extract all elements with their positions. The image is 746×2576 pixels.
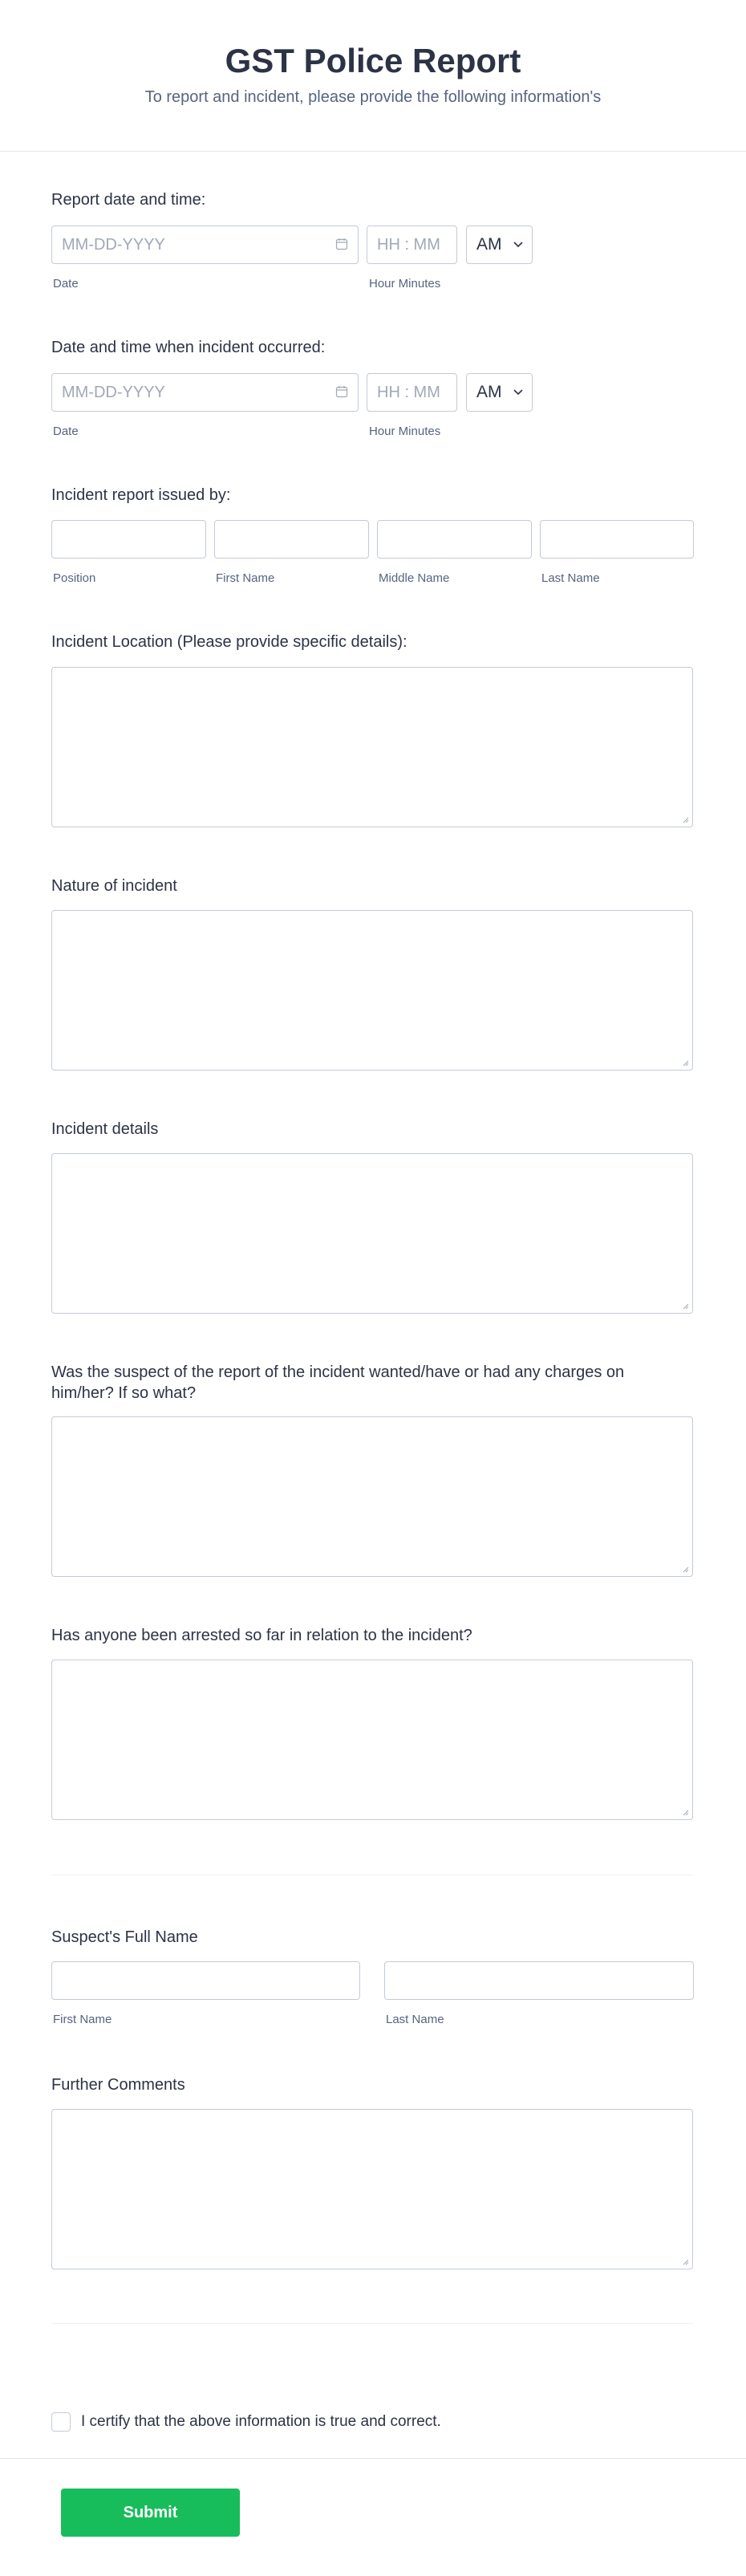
issued-by-first-name-input[interactable] [214,520,369,559]
first-name-sublabel: First Name [216,571,275,585]
details-label: Incident details [51,1120,159,1138]
incident-time-sublabel: Hour Minutes [369,425,441,438]
report-date-input[interactable] [51,226,359,264]
issued-by-middle-name-input[interactable] [377,520,532,559]
incident-ampm-select[interactable] [466,373,533,412]
nature-label: Nature of incident [51,877,177,895]
resize-grip-icon[interactable] [683,1303,689,1310]
comments-label: Further Comments [51,2076,185,2094]
chevron-down-icon [513,242,523,248]
resize-grip-icon[interactable] [683,1566,689,1573]
report-date-sublabel: Date [53,277,79,291]
last-name-sublabel: Last Name [541,571,600,585]
incident-ampm-value: AM [476,383,502,401]
incident-time-input[interactable] [367,373,457,412]
suspect-last-name-input[interactable] [384,1961,694,2000]
report-ampm-value: AM [476,235,502,254]
calendar-icon[interactable] [335,238,348,250]
comments-textarea[interactable] [51,2109,693,2269]
resize-grip-icon[interactable] [683,2259,689,2265]
calendar-icon[interactable] [335,385,348,398]
suspect-first-name-sublabel: First Name [53,2013,112,2026]
issued-by-position-input[interactable] [51,520,206,559]
details-textarea[interactable] [51,1153,693,1314]
suspect-wanted-label: Was the suspect of the report of the incident wanted/have or had any charges on him/her? If so what? [51,1363,625,1402]
resize-grip-icon[interactable] [683,1060,689,1067]
suspect-wanted-textarea[interactable] [51,1416,693,1577]
report-time-input[interactable] [367,226,457,264]
incident-datetime-label: Date and time when incident occurred: [51,339,326,356]
certify-label: I certify that the above information is true and correct. [81,2413,441,2430]
incident-date-input[interactable] [51,373,359,412]
submit-button[interactable]: Submit [61,2489,240,2537]
incident-time-placeholder: HH : MM [377,384,440,401]
location-textarea[interactable] [51,667,693,827]
middle-name-sublabel: Middle Name [379,571,450,585]
suspect-name-label: Suspect's Full Name [51,1928,198,1946]
suspect-last-name-sublabel: Last Name [386,2013,444,2026]
arrested-textarea[interactable] [51,1660,693,1820]
page-title: GST Police Report [225,42,521,79]
certify-checkbox[interactable] [51,2412,71,2432]
report-time-placeholder: HH : MM [377,236,440,254]
incident-date-placeholder: MM-DD-YYYY [62,384,165,401]
issued-by-label: Incident report issued by: [51,486,231,504]
resize-grip-icon[interactable] [683,817,689,823]
location-label: Incident Location (Please provide specific details): [51,633,407,651]
arrested-label: Has anyone been arrested so far in relation to the incident? [51,1627,472,1644]
chevron-down-icon [513,389,523,396]
report-ampm-select[interactable] [466,226,533,264]
form-header [0,0,746,152]
position-sublabel: Position [53,571,96,585]
report-date-placeholder: MM-DD-YYYY [62,236,165,254]
nature-textarea[interactable] [51,910,693,1071]
page-subtitle: To report and incident, please provide the following information's [144,88,602,106]
report-time-sublabel: Hour Minutes [369,277,441,291]
resize-grip-icon[interactable] [683,1810,689,1816]
issued-by-last-name-input[interactable] [540,520,694,559]
section-divider [51,2323,693,2324]
report-datetime-label: Report date and time: [51,191,206,209]
incident-date-sublabel: Date [53,425,79,438]
suspect-first-name-input[interactable] [51,1961,360,2000]
